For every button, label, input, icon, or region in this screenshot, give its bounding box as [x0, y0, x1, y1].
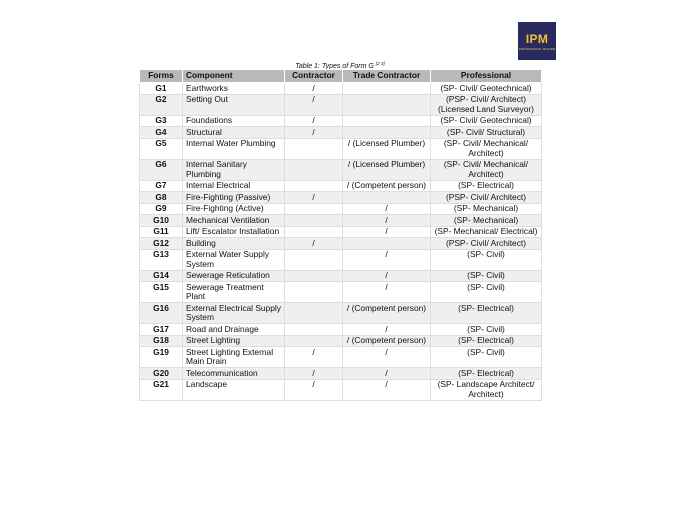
contractor-cell: /: [285, 115, 343, 127]
component-cell: Road and Drainage: [183, 324, 285, 336]
form-cell: G14: [140, 270, 183, 282]
contractor-cell: [285, 249, 343, 270]
form-cell: G5: [140, 138, 183, 159]
component-cell: Internal Sanitary Plumbing: [183, 159, 285, 180]
form-cell: G1: [140, 83, 183, 95]
form-cell: G16: [140, 303, 183, 324]
trade-contractor-cell: [343, 127, 431, 139]
trade-contractor-cell: [343, 115, 431, 127]
form-cell: G8: [140, 192, 183, 204]
form-g-table: [139, 69, 542, 401]
form-cell: G12: [140, 238, 183, 250]
table-header-row: [140, 70, 542, 83]
company-logo: [518, 22, 556, 60]
component-cell: Internal Electrical: [183, 180, 285, 192]
professional-cell: (SP- Mechanical): [431, 215, 542, 227]
contractor-cell: [285, 203, 343, 215]
professional-cell: (SP- Civil): [431, 249, 542, 270]
table-row: [140, 270, 542, 282]
table-row: [140, 335, 542, 347]
contractor-cell: [285, 270, 343, 282]
component-cell: Building: [183, 238, 285, 250]
contractor-cell: [285, 215, 343, 227]
trade-contractor-cell: [343, 238, 431, 250]
table-row: [140, 115, 542, 127]
trade-contractor-cell: / (Competent person): [343, 335, 431, 347]
contractor-cell: [285, 159, 343, 180]
form-cell: G11: [140, 226, 183, 238]
component-cell: Structural: [183, 127, 285, 139]
professional-cell: (SP- Civil): [431, 282, 542, 303]
header-component: Component: [183, 70, 285, 83]
contractor-cell: [285, 303, 343, 324]
component-cell: Fire-Fighting (Passive): [183, 192, 285, 204]
form-cell: G20: [140, 368, 183, 380]
form-cell: G19: [140, 347, 183, 368]
trade-contractor-cell: /: [343, 203, 431, 215]
trade-contractor-cell: /: [343, 379, 431, 400]
table-row: [140, 303, 542, 324]
component-cell: Mechanical Ventilation: [183, 215, 285, 227]
table-row: [140, 159, 542, 180]
contractor-cell: /: [285, 127, 343, 139]
trade-contractor-cell: /: [343, 249, 431, 270]
professional-cell: (PSP- Civil/ Architect): [431, 192, 542, 204]
form-cell: G9: [140, 203, 183, 215]
contractor-cell: /: [285, 379, 343, 400]
professional-cell: (SP- Electrical): [431, 335, 542, 347]
contractor-cell: [285, 226, 343, 238]
logo-mark: IPM: [525, 32, 549, 46]
trade-contractor-cell: /: [343, 347, 431, 368]
component-cell: Sewerage Reticulation: [183, 270, 285, 282]
trade-contractor-cell: [343, 83, 431, 95]
component-cell: Internal Water Plumbing: [183, 138, 285, 159]
contractor-cell: /: [285, 83, 343, 95]
table-row: [140, 180, 542, 192]
component-cell: Earthworks: [183, 83, 285, 95]
professional-cell: (SP- Civil): [431, 324, 542, 336]
form-cell: G15: [140, 282, 183, 303]
contractor-cell: /: [285, 94, 343, 115]
component-cell: Sewerage Treatment Plant: [183, 282, 285, 303]
table-row: [140, 138, 542, 159]
professional-cell: (SP- Landscape Architect/ Architect): [431, 379, 542, 400]
professional-cell: (SP- Mechanical/ Electrical): [431, 226, 542, 238]
component-cell: Landscape: [183, 379, 285, 400]
form-cell: G10: [140, 215, 183, 227]
table-row: [140, 215, 542, 227]
form-cell: G17: [140, 324, 183, 336]
component-cell: External Electrical Supply System: [183, 303, 285, 324]
contractor-cell: /: [285, 238, 343, 250]
table-row: [140, 249, 542, 270]
component-cell: Street Lighting External Main Drain: [183, 347, 285, 368]
component-cell: Setting Out: [183, 94, 285, 115]
caption-text: Table 1: Types of Form G: [295, 63, 374, 70]
professional-cell: (SP- Civil/ Geotechnical): [431, 115, 542, 127]
professional-cell: (SP- Civil/ Mechanical/ Architect): [431, 138, 542, 159]
trade-contractor-cell: /: [343, 226, 431, 238]
header-forms: Forms: [140, 70, 183, 83]
table-row: [140, 238, 542, 250]
form-cell: G7: [140, 180, 183, 192]
professional-cell: (SP- Civil/ Structural): [431, 127, 542, 139]
form-cell: G3: [140, 115, 183, 127]
component-cell: Telecommunication: [183, 368, 285, 380]
component-cell: Foundations: [183, 115, 285, 127]
table-row: [140, 127, 542, 139]
contractor-cell: /: [285, 368, 343, 380]
component-cell: Lift/ Escalator Installation: [183, 226, 285, 238]
professional-cell: (SP- Civil/ Geotechnical): [431, 83, 542, 95]
professional-cell: (PSP- Civil/ Architect): [431, 238, 542, 250]
contractor-cell: /: [285, 192, 343, 204]
table-row: [140, 83, 542, 95]
trade-contractor-cell: [343, 94, 431, 115]
logo-subtitle: PROFESSIONAL MASTER: [518, 47, 556, 51]
professional-cell: (SP- Mechanical): [431, 203, 542, 215]
table-row: [140, 368, 542, 380]
professional-cell: (SP- Civil/ Mechanical/ Architect): [431, 159, 542, 180]
table-body: [140, 83, 542, 401]
trade-contractor-cell: /: [343, 368, 431, 380]
contractor-cell: [285, 282, 343, 303]
trade-contractor-cell: / (Licensed Plumber): [343, 138, 431, 159]
trade-contractor-cell: /: [343, 324, 431, 336]
professional-cell: (PSP- Civil/ Architect) (Licensed Land Surveyor): [431, 94, 542, 115]
trade-contractor-cell: /: [343, 270, 431, 282]
trade-contractor-cell: / (Competent person): [343, 303, 431, 324]
header-professional: Professional: [431, 70, 542, 83]
form-cell: G18: [140, 335, 183, 347]
professional-cell: (SP- Electrical): [431, 180, 542, 192]
professional-cell: (SP- Civil): [431, 347, 542, 368]
form-cell: G21: [140, 379, 183, 400]
form-cell: G13: [140, 249, 183, 270]
caption-reference: [2-3]: [375, 61, 385, 66]
contractor-cell: [285, 138, 343, 159]
trade-contractor-cell: /: [343, 215, 431, 227]
form-cell: G6: [140, 159, 183, 180]
form-cell: G4: [140, 127, 183, 139]
trade-contractor-cell: [343, 192, 431, 204]
professional-cell: (SP- Electrical): [431, 303, 542, 324]
trade-contractor-cell: / (Competent person): [343, 180, 431, 192]
table-row: [140, 226, 542, 238]
table-row: [140, 203, 542, 215]
contractor-cell: [285, 335, 343, 347]
table-row: [140, 379, 542, 400]
table-row: [140, 324, 542, 336]
component-cell: External Water Supply System: [183, 249, 285, 270]
trade-contractor-cell: / (Licensed Plumber): [343, 159, 431, 180]
component-cell: Fire-Fighting (Active): [183, 203, 285, 215]
contractor-cell: /: [285, 347, 343, 368]
table-row: [140, 282, 542, 303]
component-cell: Street Lighting: [183, 335, 285, 347]
form-cell: G2: [140, 94, 183, 115]
trade-contractor-cell: /: [343, 282, 431, 303]
contractor-cell: [285, 324, 343, 336]
header-contractor: Contractor: [285, 70, 343, 83]
professional-cell: (SP- Electrical): [431, 368, 542, 380]
contractor-cell: [285, 180, 343, 192]
table-row: [140, 192, 542, 204]
professional-cell: (SP- Civil): [431, 270, 542, 282]
header-trade-contractor: Trade Contractor: [343, 70, 431, 83]
table-row: [140, 347, 542, 368]
table-row: [140, 94, 542, 115]
